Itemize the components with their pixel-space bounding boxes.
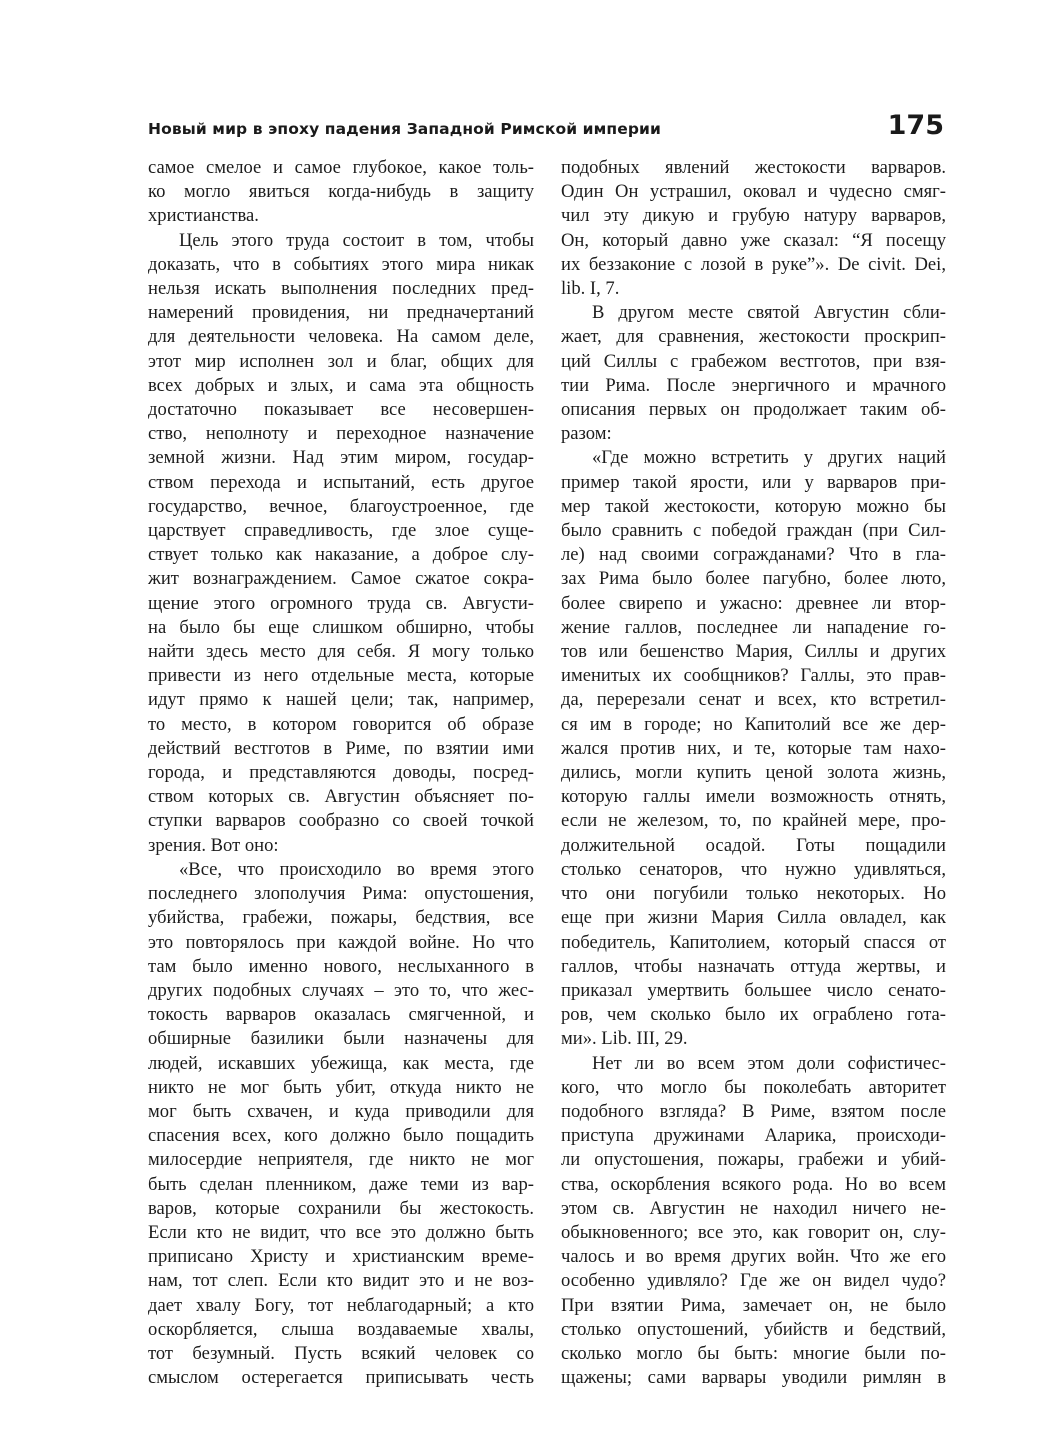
text-line: нам, тот слеп. Если кто видит это и не воз- <box>148 1270 534 1292</box>
text-line: милосердие неприятеля, где никто не мог <box>148 1149 534 1171</box>
text-line: ле) над своими согражданами? Что в гла- <box>561 544 946 566</box>
text-line: ся им в городе; но Капитолий все же дер- <box>561 713 946 735</box>
text-line: подобного взгляда? В Риме, взятом после <box>561 1100 946 1122</box>
text-line: самое смелое и самое глубокое, какое толь- <box>148 157 534 178</box>
text-line: В другом месте святой Августин сбли- <box>592 302 946 324</box>
text-line: быть сделан пленником, даже теми из вар- <box>148 1173 534 1195</box>
text-line: спасения всех, кого должно было пощадить <box>148 1125 534 1147</box>
text-line: более свирепо и ужасно: древнее ли втор- <box>561 592 946 614</box>
text-line: земной жизни. Над этим миром, государ- <box>148 447 534 469</box>
text-line: христианства. <box>148 205 259 227</box>
text-line: ров, чем сколько было их ограблено гота- <box>561 1004 946 1026</box>
text-line: Он, который давно уже сказал: “Я посещу <box>561 229 946 251</box>
text-line: ми». Lib. III, 29. <box>561 1028 688 1050</box>
text-line: Цель этого труда состоит в том, чтобы <box>179 229 534 251</box>
text-line: lib. I, 7. <box>561 278 620 300</box>
text-line: привести из него отдельные места, которые <box>148 665 534 687</box>
text-line: столько сенаторов, что нужно удивляться, <box>561 858 946 880</box>
text-line: ствует только как наказание, а доброе слу- <box>148 544 534 566</box>
left-text-column <box>148 156 534 1390</box>
text-line: тов или бешенство Мария, Силлы и других <box>561 641 946 663</box>
text-line: там было именно нового, неслыханного в <box>148 955 534 977</box>
text-line: щение этого огромного труда св. Августи- <box>148 592 534 614</box>
text-line: этом св. Августин не находил ничего не- <box>561 1197 946 1219</box>
running-title: Новый мир в эпоху падения Западной Римской империи <box>148 120 661 138</box>
text-line: ций Силлы с грабежом вестготов, при взя- <box>561 350 946 372</box>
text-line: тии Рима. После энергичного и мрачного <box>561 374 946 396</box>
text-line: это повторялось при каждой войне. Но что <box>148 931 534 953</box>
text-line: последнего злополучия Рима: опустошения, <box>148 883 534 905</box>
text-line: приступа дружинами Аларика, происходи- <box>561 1125 946 1147</box>
text-line: тот безумный. Пусть всякий человек со <box>148 1342 534 1364</box>
text-line: подобных явлений жестокости варваров. <box>561 157 946 178</box>
text-line: пример такой ярости, или у варваров при- <box>561 471 946 493</box>
text-line: дает хвалу Богу, тот неблагодарный; а кто <box>148 1294 534 1316</box>
text-line: именитых их сообщников? Галлы, это прав- <box>561 665 946 687</box>
text-line: приказал умертвить большее число сенато- <box>561 979 946 1001</box>
text-line: чил эту дикую и грубую натуру варваров, <box>561 205 946 227</box>
text-line: смыслом остерегается приписывать честь <box>148 1367 534 1389</box>
text-line: да, перерезали сенат и всех, кто встретил- <box>561 689 946 711</box>
text-line: никто не мог быть убит, откуда никто не <box>148 1076 534 1098</box>
text-line: ли опустошения, пожары, грабежи и убий- <box>561 1149 946 1171</box>
text-line: ством перехода и испытаний, есть другое <box>148 471 534 493</box>
text-line: При взятии Рима, замечает он, не было <box>561 1294 946 1316</box>
text-line: если не железом, то, по крайней мере, про- <box>561 810 946 832</box>
text-line: Нет ли во всем этом доли софистичес- <box>592 1052 946 1074</box>
text-line: этот мир исполнен зол и благ, общих для <box>148 350 534 372</box>
text-line: других подобных случаях – это то, что жес- <box>148 979 534 1001</box>
text-line: их беззаконие с лозой в руке”». De civit. Dei, <box>561 253 946 275</box>
text-line: столько опустошений, убийств и бедствий, <box>561 1318 946 1340</box>
right-text-column <box>561 156 946 1390</box>
text-line: особенно удивляло? Где же он видел чудо? <box>561 1270 946 1292</box>
text-line: Один Он устрашил, оковал и чудесно смяг- <box>561 181 946 203</box>
text-line: царствует справедливость, где злое суще- <box>148 520 534 542</box>
text-line: дились, могли купить ценой золота жизнь, <box>561 762 946 784</box>
text-line: ко могло явиться когда-нибудь в защиту <box>148 181 534 203</box>
text-line: намерений провидения, ни предначертаний <box>148 302 534 324</box>
text-line: жение галлов, последнее ли нападение го- <box>561 616 946 638</box>
text-line: было сравнить с победой граждан (при Сил- <box>561 520 946 542</box>
text-line: мог быть схвачен, и куда приводили для <box>148 1100 534 1122</box>
text-line: Если кто не видит, что все это должно быть <box>148 1221 534 1243</box>
text-line: ством которых св. Августин объясняет по- <box>148 786 534 808</box>
text-line: варов, которые сохранили бы жестокость. <box>148 1197 534 1219</box>
text-line: «Все, что происходило во время этого <box>179 858 534 880</box>
text-line: мер такой жестокости, которую можно бы <box>561 495 946 517</box>
text-line: разом: <box>561 423 612 445</box>
text-line: «Где можно встретить у других наций <box>592 447 946 469</box>
text-line: обыкновенного; все это, как говорит он, слу- <box>561 1221 946 1243</box>
text-line: приписано Христу и христианским време- <box>148 1246 534 1268</box>
text-line: чалось и во время других войн. Что же его <box>561 1246 946 1268</box>
text-line: обширные базилики были назначены для <box>148 1028 534 1050</box>
text-line: которую галлы имели возможность отнять, <box>561 786 946 808</box>
text-line: для деятельности человека. На самом деле, <box>148 326 534 348</box>
text-line: достаточно показывает все несовершен- <box>148 399 534 421</box>
text-line: еще при жизни Мария Силла овладел, как <box>561 907 946 929</box>
text-line: победитель, Капитолием, который спасся от <box>561 931 946 953</box>
text-line: идут прямо к нашей цели; так, например, <box>148 689 534 711</box>
text-line: щажены; сами варвары уводили римлян в <box>561 1367 946 1389</box>
page-number: 175 <box>887 110 944 141</box>
text-line: зах Рима было более пагубно, более люто, <box>561 568 946 590</box>
text-line: то место, в котором говорится об образе <box>148 713 534 735</box>
text-line: кого, что могло бы поколебать авторитет <box>561 1076 946 1098</box>
text-line: зрения. Вот оно: <box>148 834 279 856</box>
text-line: города, и представляются доводы, посред- <box>148 762 534 784</box>
text-line: нельзя искать выполнения последних пред- <box>148 278 534 300</box>
text-line: доказать, что в событиях этого мира никак <box>148 253 534 275</box>
text-line: галлов, чтобы назначать оттуда жертвы, и <box>561 955 946 977</box>
text-line: ступки варваров сообразно со своей точкой <box>148 810 534 832</box>
text-line: ства, оскорбления всякого рода. Но во всем <box>561 1173 946 1195</box>
text-line: должительной осадой. Готы пощадили <box>561 834 946 856</box>
text-line: оскорбляется, слыша воздаваемые хвалы, <box>148 1318 534 1340</box>
text-line: государство, вечное, благоустроенное, где <box>148 495 534 517</box>
text-line: сколько могло бы быть: многие были по- <box>561 1342 946 1364</box>
text-line: на было бы еще слишком обширно, чтобы <box>148 616 534 638</box>
text-line: ство, неполноту и переходное назначение <box>148 423 534 445</box>
text-line: действий вестготов в Риме, по взятии ими <box>148 737 534 759</box>
text-line: жит вознаграждением. Самое сжатое сокра- <box>148 568 534 590</box>
text-line: описания первых он продолжает таким об- <box>561 399 946 421</box>
text-line: жался против них, и те, которые там нахо- <box>561 737 946 759</box>
text-line: всех добрых и злых, и сама эта общность <box>148 374 534 396</box>
text-line: людей, искавших убежища, как места, где <box>148 1052 534 1074</box>
text-line: найти здесь место для себя. Я могу только <box>148 641 534 663</box>
text-line: убийства, грабежи, пожары, бедствия, все <box>148 907 534 929</box>
text-line: что они погубили только некоторых. Но <box>561 883 946 905</box>
text-line: жает, для сравнения, жестокости проскрип- <box>561 326 946 348</box>
text-line: токость варваров оказалась смягченной, и <box>148 1004 534 1026</box>
